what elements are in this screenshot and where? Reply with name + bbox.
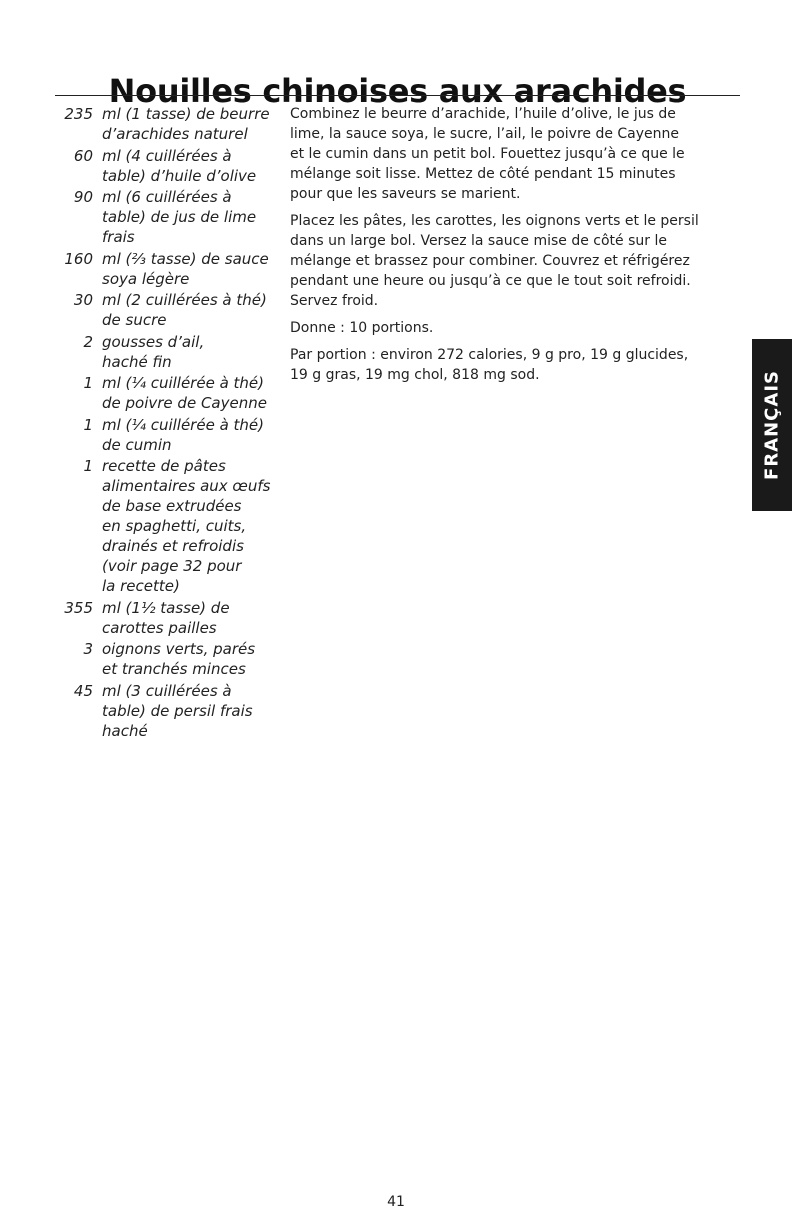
ingredient-description <box>102 290 278 330</box>
page-title: Nouilles chinoises aux arachides <box>108 72 687 111</box>
ingredient-item <box>52 290 278 330</box>
ingredient-item <box>52 332 278 372</box>
instruction-paragraph <box>290 104 740 204</box>
ingredient-description <box>102 146 278 186</box>
ingredient-line: ml (3 cuillérées à <box>102 681 232 700</box>
ingredient-description <box>102 681 278 741</box>
ingredient-list <box>52 104 278 742</box>
ingredient-line: haché <box>102 721 148 740</box>
language-tab <box>752 339 792 511</box>
ingredient-line: de base extrudées <box>102 497 242 515</box>
ingredient-description <box>102 332 278 372</box>
ingredient-line: soya légère <box>102 269 190 288</box>
ingredient-item <box>52 104 278 144</box>
ingredient-quantity: 90 <box>73 188 93 206</box>
ingredient-description <box>102 249 278 289</box>
ingredient-item <box>52 373 278 413</box>
instruction-line: lime, la sauce soya, le sucre, l’ail, le poivre de Cayenne <box>290 126 680 142</box>
ingredient-item <box>52 681 278 741</box>
ingredient-line: alimentaires aux œufs <box>102 477 271 495</box>
instruction-paragraph <box>290 318 740 338</box>
ingredient-description <box>102 456 278 596</box>
ingredient-quantity: 60 <box>73 146 93 165</box>
ingredient-line: ml (6 cuillérées à <box>102 188 232 206</box>
instruction-paragraph <box>290 345 740 385</box>
ingredient-line: de sucre <box>102 311 167 329</box>
ingredient-line: ml (1¹⁄₂ tasse) de <box>102 598 230 617</box>
ingredient-quantity: 3 <box>83 640 93 658</box>
ingredient-line: drainés et refroidis <box>102 537 244 555</box>
ingredient-item <box>52 456 278 596</box>
ingredient-line: carottes pailles <box>102 618 217 637</box>
ingredient-line: de cumin <box>102 435 172 454</box>
ingredient-line: ml (¹⁄₄ cuillérée à thé) <box>102 415 265 434</box>
ingredient-line: ml (1 tasse) de beurre <box>102 105 270 123</box>
ingredient-description <box>102 104 278 144</box>
instruction-line: Combinez le beurre d’arachide, l’huile d’olive, le jus de <box>290 106 676 122</box>
instruction-line: Servez froid. <box>290 293 379 309</box>
ingredient-quantity: 235 <box>64 105 93 123</box>
ingredient-line: la recette) <box>102 577 180 595</box>
ingredient-quantity: 1 <box>83 415 93 434</box>
ingredient-line: recette de pâtes <box>102 457 226 475</box>
ingredient-line: ml (²⁄₃ tasse) de sauce <box>102 249 269 268</box>
instruction-line: Par portion : environ 272 calories, 9 g pro, 19 g glucides, <box>290 347 689 363</box>
ingredient-description <box>102 187 278 247</box>
ingredient-description <box>102 415 278 455</box>
ingredient-line: table) d’huile d’olive <box>102 166 257 185</box>
ingredient-item <box>52 146 278 186</box>
ingredient-item <box>52 415 278 455</box>
ingredient-description <box>102 373 278 413</box>
ingredient-item <box>52 598 278 638</box>
ingredient-quantity: 1 <box>83 374 93 392</box>
ingredient-quantity: 1 <box>83 457 93 475</box>
ingredient-line: table) de jus de lime <box>102 208 257 226</box>
instruction-line: 19 g gras, 19 mg chol, 818 mg sod. <box>290 367 540 383</box>
instruction-line: et le cumin dans un petit bol. Fouettez jusqu’à ce que le <box>290 146 685 162</box>
instructions-section <box>290 104 740 392</box>
ingredient-quantity: 160 <box>64 249 93 268</box>
instruction-line: mélange et brassez pour combiner. Couvrez et réfrigérez <box>290 253 690 269</box>
ingredient-item <box>52 639 278 679</box>
ingredient-quantity: 2 <box>83 332 93 351</box>
ingredient-line: oignons verts, parés <box>102 640 256 658</box>
ingredient-quantity: 45 <box>73 681 93 700</box>
instruction-line: Donne : 10 portions. <box>290 320 434 336</box>
ingredient-line: ml (4 cuillérées à <box>102 146 232 165</box>
ingredient-description <box>102 598 278 638</box>
instruction-line: mélange soit lisse. Mettez de côté pendant 15 minutes <box>290 166 676 182</box>
ingredient-line: frais <box>102 228 135 246</box>
page-number: 41 <box>387 1194 405 1210</box>
ingredient-line: ml (2 cuillérées à thé) <box>102 291 267 309</box>
ingredient-line: gousses d’ail, <box>102 332 205 351</box>
ingredient-line: d’arachides naturel <box>102 125 248 143</box>
instruction-line: pendant une heure ou jusqu’à ce que le tout soit refroidi. <box>290 273 691 289</box>
title-divider <box>55 95 740 96</box>
instruction-line: pour que les saveurs se marient. <box>290 186 521 202</box>
ingredient-line: en spaghetti, cuits, <box>102 517 247 535</box>
ingredient-quantity: 30 <box>73 291 93 309</box>
ingredient-item <box>52 187 278 247</box>
ingredient-description <box>102 639 278 679</box>
instruction-paragraph <box>290 211 740 311</box>
ingredient-quantity: 355 <box>64 598 93 617</box>
ingredient-line: et tranchés minces <box>102 660 246 678</box>
ingredient-line: de poivre de Cayenne <box>102 394 267 412</box>
ingredient-line: haché fin <box>102 352 172 371</box>
language-tab-label: FRANÇAIS <box>761 370 783 480</box>
ingredient-line: table) de persil frais <box>102 701 253 720</box>
ingredient-line: ml (¹⁄₄ cuillérée à thé) <box>102 374 265 392</box>
instruction-line: Placez les pâtes, les carottes, les oignons verts et le persil <box>290 213 699 229</box>
ingredient-line: (voir page 32 pour <box>102 557 242 575</box>
ingredient-item <box>52 249 278 289</box>
instruction-line: dans un large bol. Versez la sauce mise de côté sur le <box>290 233 667 249</box>
